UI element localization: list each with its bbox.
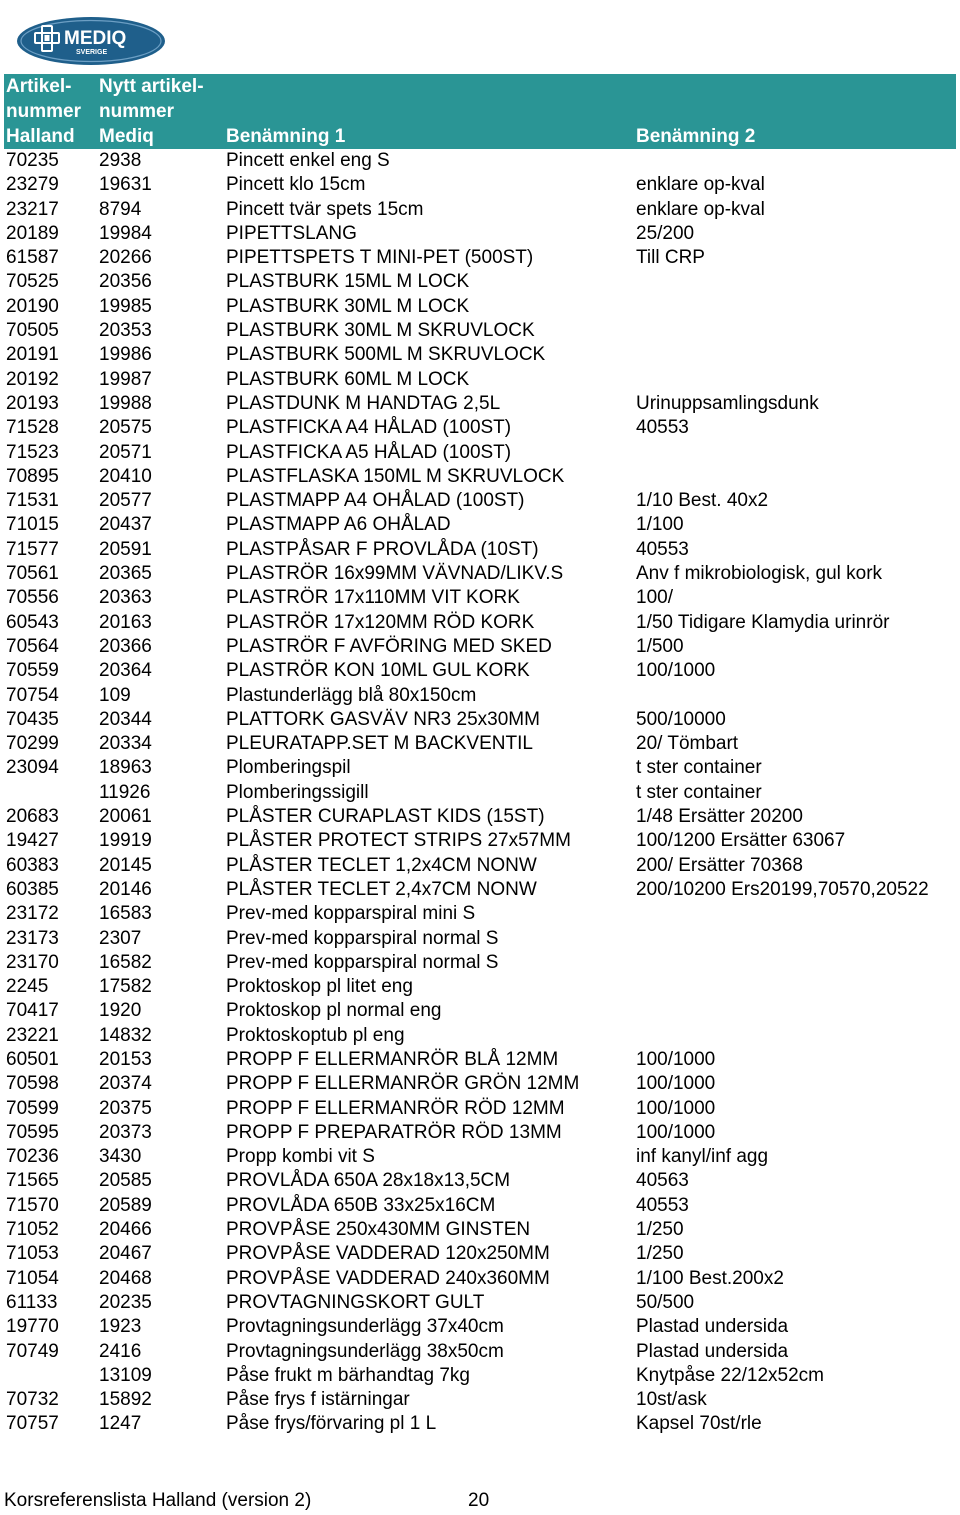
cell-artikelnummer-mediq: 17582: [99, 976, 152, 998]
cell-benamning-1: Proktoskop pl litet eng: [226, 976, 413, 998]
cell-artikelnummer-halland: [4, 1364, 97, 1388]
table-row: [4, 854, 956, 878]
table-row: [4, 465, 956, 489]
cell-benamning-1: Plomberingspil: [226, 757, 351, 779]
header-benamning-1: Benämning 1: [224, 74, 634, 149]
cell-artikelnummer-halland: 70559: [6, 660, 59, 682]
cell-benamning-1: PLASTBURK 30ML M LOCK: [226, 295, 470, 317]
cell-benamning-2: enklare op-kval: [636, 174, 765, 196]
mediq-logo: [16, 16, 166, 71]
cell-benamning-2: [634, 295, 956, 319]
cell-benamning-1: PIPETTSPETS T MINI-PET (500ST): [226, 247, 534, 269]
cell-artikelnummer-halland: 70749: [6, 1340, 59, 1362]
cell-artikelnummer-halland: 20190: [6, 295, 59, 317]
cell-benamning-2: [634, 149, 956, 173]
footer-title: Korsreferenslista Halland (version 2): [4, 1490, 312, 1511]
header-benamning-2: Benämning 2: [634, 74, 956, 149]
cell-artikelnummer-halland: 70599: [6, 1097, 59, 1119]
cell-benamning-1: PLÅSTER CURAPLAST KIDS (15ST): [226, 806, 545, 828]
cell-artikelnummer-mediq: 20466: [99, 1219, 152, 1241]
cell-artikelnummer-halland: 71531: [6, 490, 59, 512]
cell-artikelnummer-halland: 70564: [6, 635, 59, 657]
cell-benamning-2: [634, 441, 956, 465]
cell-benamning-1: PROVTAGNINGSKORT GULT: [226, 1291, 485, 1313]
cell-benamning-1: PLASTFLASKA 150ML M SKRUVLOCK: [226, 465, 565, 487]
table-row: [4, 1291, 956, 1315]
cell-benamning-2: 40553: [636, 1194, 689, 1216]
cell-artikelnummer-halland: 70561: [6, 563, 59, 585]
cell-artikelnummer-halland: 19770: [6, 1316, 59, 1338]
table-row: [4, 1024, 956, 1048]
cell-artikelnummer-halland: 71577: [6, 538, 59, 560]
cell-artikelnummer-halland: 23172: [6, 903, 59, 925]
table-row: [4, 392, 956, 416]
cell-artikelnummer-mediq: 20356: [99, 271, 152, 293]
cell-benamning-1: Proktoskoptub pl eng: [226, 1024, 405, 1046]
cell-artikelnummer-halland: 20189: [6, 222, 59, 244]
cell-artikelnummer-halland: 23094: [6, 757, 59, 779]
cell-benamning-2: 1/250: [636, 1243, 684, 1265]
cell-benamning-2: 10st/ask: [636, 1389, 707, 1411]
cell-artikelnummer-mediq: 20467: [99, 1243, 152, 1265]
header-artikelnummer-halland: Artikel- nummer Halland: [4, 74, 97, 149]
cell-artikelnummer-mediq: 2416: [99, 1340, 142, 1362]
table-row: [4, 805, 956, 829]
cell-artikelnummer-mediq: 20163: [99, 611, 152, 633]
cell-benamning-2: Plastad undersida: [636, 1316, 789, 1338]
cell-artikelnummer-halland: 23279: [6, 174, 59, 196]
cell-benamning-1: Pincett klo 15cm: [226, 174, 366, 196]
cell-artikelnummer-mediq: 13109: [99, 1364, 152, 1386]
cell-artikelnummer-mediq: 20061: [99, 806, 152, 828]
cell-artikelnummer-halland: 70754: [6, 684, 59, 706]
cell-benamning-2: 1/100: [636, 514, 684, 536]
cell-benamning-1: Proktoskop pl normal eng: [226, 1000, 442, 1022]
table-row: [4, 1097, 956, 1121]
cell-benamning-2: t ster container: [636, 781, 762, 803]
cell-artikelnummer-halland: 60385: [6, 878, 59, 900]
cell-artikelnummer-halland: 71053: [6, 1243, 59, 1265]
cell-benamning-2: 1/48 Ersätter 20200: [636, 806, 803, 828]
cell-artikelnummer-halland: 19427: [6, 830, 59, 852]
cell-artikelnummer-mediq: 20591: [99, 538, 152, 560]
table-row: [4, 1242, 956, 1266]
cell-benamning-2: Kapsel 70st/rle: [636, 1413, 762, 1435]
cell-artikelnummer-mediq: 20373: [99, 1121, 152, 1143]
table-row: [4, 416, 956, 440]
cell-artikelnummer-mediq: 20585: [99, 1170, 152, 1192]
cell-benamning-1: PROVPÅSE VADDERAD 120x250MM: [226, 1243, 550, 1265]
cell-artikelnummer-halland: 70236: [6, 1146, 59, 1168]
cell-artikelnummer-mediq: 11926: [99, 781, 151, 803]
cell-benamning-2: [634, 684, 956, 708]
cell-benamning-2: 500/10000: [636, 708, 726, 730]
cell-artikelnummer-halland: 70595: [6, 1121, 59, 1143]
header-nytt-artikelnummer-mediq: Nytt artikel- nummer Mediq: [97, 74, 224, 149]
cell-benamning-1: PLASTDUNK M HANDTAG 2,5L: [226, 392, 501, 414]
cell-artikelnummer-mediq: 109: [99, 684, 131, 706]
table-row: [4, 635, 956, 659]
cell-benamning-1: PLASTRÖR 16x99MM VÄVNAD/LIKV.S: [226, 563, 564, 585]
cell-artikelnummer-halland: 2245: [6, 976, 49, 998]
cell-artikelnummer-mediq: 20577: [99, 490, 152, 512]
cell-benamning-1: PLASTRÖR 17x110MM VIT KORK: [226, 587, 520, 609]
table-row: [4, 368, 956, 392]
cell-artikelnummer-halland: 71054: [6, 1267, 59, 1289]
cell-artikelnummer-mediq: 20334: [99, 733, 152, 755]
cell-benamning-2: 100/1000: [636, 1097, 716, 1119]
cell-artikelnummer-halland: 70732: [6, 1389, 59, 1411]
cell-benamning-1: PROVLÅDA 650B 33x25x16CM: [226, 1194, 496, 1216]
cell-benamning-2: [634, 951, 956, 975]
cell-artikelnummer-mediq: 19988: [99, 392, 152, 414]
cell-artikelnummer-mediq: 19984: [99, 222, 152, 244]
cell-benamning-2: 200/10200 Ers20199,70570,20522: [636, 878, 929, 900]
cell-artikelnummer-halland: 70757: [6, 1413, 59, 1435]
table-row: [4, 270, 956, 294]
cell-artikelnummer-mediq: 20146: [99, 878, 152, 900]
cell-benamning-1: Påse frys f istärningar: [226, 1389, 410, 1411]
mediq-logo-graphic: [16, 16, 166, 66]
cell-benamning-1: PROVPÅSE VADDERAD 240x360MM: [226, 1267, 550, 1289]
cell-artikelnummer-mediq: 20153: [99, 1048, 152, 1070]
cell-artikelnummer-mediq: 20374: [99, 1073, 152, 1095]
cross-reference-table: [4, 74, 956, 1437]
table-row: [4, 149, 956, 173]
cell-benamning-2: [634, 975, 956, 999]
cell-artikelnummer-mediq: 19987: [99, 368, 152, 390]
cell-benamning-1: Pincett enkel eng S: [226, 150, 390, 171]
cell-benamning-1: PLASTBURK 60ML M LOCK: [226, 368, 470, 390]
table-row: [4, 1072, 956, 1096]
cell-artikelnummer-halland: 23217: [6, 198, 59, 220]
table-row: [4, 781, 956, 805]
cell-benamning-1: PROPP F ELLERMANRÖR GRÖN 12MM: [226, 1073, 580, 1095]
cell-benamning-1: PIPETTSLANG: [226, 222, 357, 244]
cell-artikelnummer-mediq: 20344: [99, 708, 152, 730]
cell-artikelnummer-halland: 70299: [6, 733, 59, 755]
cell-benamning-1: PROVPÅSE 250x430MM GINSTEN: [226, 1219, 531, 1241]
cell-benamning-2: 100/: [636, 587, 673, 609]
cell-benamning-1: PLEURATAPP.SET M BACKVENTIL: [226, 733, 533, 755]
table-row: [4, 829, 956, 853]
table-row: [4, 489, 956, 513]
cell-artikelnummer-mediq: 8794: [99, 198, 142, 220]
cell-benamning-2: [634, 927, 956, 951]
cell-benamning-1: PLASTFICKA A5 HÅLAD (100ST): [226, 441, 512, 463]
cell-artikelnummer-mediq: 20363: [99, 587, 152, 609]
cell-benamning-1: Provtagningsunderlägg 37x40cm: [226, 1316, 504, 1338]
cell-artikelnummer-mediq: 20365: [99, 563, 152, 585]
cell-benamning-2: 1/100 Best.200x2: [636, 1267, 784, 1289]
table-row: [4, 1121, 956, 1145]
table-row: [4, 1388, 956, 1412]
cell-artikelnummer-halland: 71565: [6, 1170, 59, 1192]
table-row: [4, 295, 956, 319]
cell-artikelnummer-mediq: 20364: [99, 660, 152, 682]
cell-artikelnummer-mediq: 16582: [99, 951, 152, 973]
cell-artikelnummer-halland: 23170: [6, 951, 59, 973]
cell-benamning-1: PLASTMAPP A4 OHÅLAD (100ST): [226, 490, 525, 512]
cell-artikelnummer-halland: 71052: [6, 1219, 59, 1241]
page-footer: [4, 1490, 490, 1512]
cell-benamning-1: PLÅSTER TECLET 1,2x4CM NONW: [226, 854, 537, 876]
table-row: [4, 343, 956, 367]
cell-artikelnummer-mediq: 20375: [99, 1097, 152, 1119]
cell-benamning-1: Provtagningsunderlägg 38x50cm: [226, 1340, 504, 1362]
cell-artikelnummer-mediq: 2307: [99, 927, 142, 949]
cell-artikelnummer-halland: 20193: [6, 392, 59, 414]
cell-artikelnummer-halland: 23221: [6, 1024, 59, 1046]
cell-artikelnummer-mediq: 3430: [99, 1146, 142, 1168]
cell-artikelnummer-halland: [4, 781, 97, 805]
table-row: [4, 562, 956, 586]
cell-artikelnummer-mediq: 20437: [99, 514, 152, 536]
table-row: [4, 1169, 956, 1193]
cell-benamning-2: 1/50 Tidigare Klamydia urinrör: [636, 611, 890, 633]
cell-benamning-2: Urinuppsamlingsdunk: [636, 392, 819, 414]
cell-benamning-2: 25/200: [636, 222, 695, 244]
cell-benamning-1: PLATTORK GASVÄV NR3 25x30MM: [226, 708, 540, 730]
cell-artikelnummer-mediq: 20575: [99, 417, 152, 439]
cell-benamning-2: [634, 902, 956, 926]
cell-benamning-2: Till CRP: [636, 247, 705, 269]
cell-benamning-1: PLÅSTER PROTECT STRIPS 27x57MM: [226, 830, 571, 852]
cell-benamning-1: PLASTBURK 500ML M SKRUVLOCK: [226, 344, 546, 366]
cell-benamning-2: enklare op-kval: [636, 198, 765, 220]
cell-benamning-2: [634, 343, 956, 367]
cell-benamning-1: PLÅSTER TECLET 2,4x7CM NONW: [226, 878, 537, 900]
table-row: [4, 975, 956, 999]
cell-benamning-1: Plastunderlägg blå 80x150cm: [226, 684, 477, 706]
cell-artikelnummer-halland: 61133: [6, 1291, 58, 1313]
cell-artikelnummer-halland: 60383: [6, 854, 59, 876]
cell-benamning-1: Pincett tvär spets 15cm: [226, 198, 424, 220]
cell-artikelnummer-mediq: 19986: [99, 344, 152, 366]
cell-benamning-2: [634, 1024, 956, 1048]
table-row: [4, 1218, 956, 1242]
table-row: [4, 586, 956, 610]
cell-benamning-1: Prev-med kopparspiral normal S: [226, 951, 499, 973]
table-row: [4, 513, 956, 537]
cell-benamning-2: Knytpåse 22/12x52cm: [636, 1364, 825, 1386]
cell-benamning-1: PROVLÅDA 650A 28x18x13,5CM: [226, 1170, 511, 1192]
cell-artikelnummer-halland: 20191: [6, 344, 59, 366]
cell-benamning-1: PLASTRÖR KON 10ML GUL KORK: [226, 660, 530, 682]
cell-artikelnummer-halland: 70505: [6, 320, 59, 342]
table-row: [4, 1048, 956, 1072]
cell-benamning-2: 20/ Tömbart: [636, 733, 739, 755]
cell-artikelnummer-mediq: 1247: [99, 1413, 142, 1435]
cell-benamning-2: [634, 465, 956, 489]
cell-benamning-1: Prev-med kopparspiral mini S: [226, 903, 476, 925]
table-row: [4, 611, 956, 635]
cell-artikelnummer-halland: 70598: [6, 1073, 59, 1095]
cell-artikelnummer-mediq: 1923: [99, 1316, 142, 1338]
cell-artikelnummer-halland: 20192: [6, 368, 59, 390]
table-row: [4, 927, 956, 951]
cell-benamning-1: PROPP F ELLERMANRÖR BLÅ 12MM: [226, 1048, 559, 1070]
logo-brand-text: MEDIQ: [64, 28, 127, 49]
cell-benamning-2: 100/1000: [636, 1073, 716, 1095]
cell-benamning-2: [634, 368, 956, 392]
cell-artikelnummer-halland: 70525: [6, 271, 59, 293]
cell-benamning-2: 1/500: [636, 635, 684, 657]
table-row: [4, 538, 956, 562]
table-row: [4, 878, 956, 902]
cell-benamning-1: PLASTBURK 30ML M SKRUVLOCK: [226, 320, 535, 342]
cell-artikelnummer-halland: 71015: [6, 514, 59, 536]
cell-benamning-2: inf kanyl/inf agg: [636, 1146, 769, 1168]
table-row: [4, 246, 956, 270]
table-row: [4, 319, 956, 343]
cell-benamning-2: 100/1000: [636, 660, 716, 682]
cell-artikelnummer-mediq: 20353: [99, 320, 152, 342]
table-row: [4, 732, 956, 756]
cell-artikelnummer-halland: 70417: [6, 1000, 59, 1022]
cell-artikelnummer-mediq: 20468: [99, 1267, 152, 1289]
cell-benamning-1: Prev-med kopparspiral normal S: [226, 927, 499, 949]
table-row: [4, 951, 956, 975]
cell-benamning-1: PLASTBURK 15ML M LOCK: [226, 271, 470, 293]
cell-benamning-2: 40553: [636, 538, 689, 560]
table-row: [4, 222, 956, 246]
cell-benamning-1: Påse frukt m bärhandtag 7kg: [226, 1364, 470, 1386]
cell-artikelnummer-mediq: 19631: [99, 174, 152, 196]
cell-benamning-2: [634, 999, 956, 1023]
cell-benamning-2: [634, 270, 956, 294]
cell-benamning-2: 100/1000: [636, 1121, 716, 1143]
table-row: [4, 756, 956, 780]
logo-sub-text: SVERIGE: [76, 49, 108, 56]
cell-benamning-2: 50/500: [636, 1291, 695, 1313]
table-row: [4, 708, 956, 732]
table-row: [4, 902, 956, 926]
table-row: [4, 1315, 956, 1339]
cell-benamning-2: 1/250: [636, 1219, 684, 1241]
cell-artikelnummer-halland: 23173: [6, 927, 59, 949]
table-row: [4, 999, 956, 1023]
cell-artikelnummer-mediq: 15892: [99, 1389, 152, 1411]
cell-benamning-2: 100/1000: [636, 1048, 716, 1070]
cell-artikelnummer-mediq: 20266: [99, 247, 152, 269]
cell-artikelnummer-mediq: 18963: [99, 757, 152, 779]
cell-benamning-2: 1/10 Best. 40x2: [636, 490, 769, 512]
cell-benamning-2: 40553: [636, 417, 689, 439]
cell-artikelnummer-halland: 71570: [6, 1194, 59, 1216]
cell-artikelnummer-halland: 70556: [6, 587, 59, 609]
table-row: [4, 1364, 956, 1388]
cell-artikelnummer-mediq: 19919: [99, 830, 152, 852]
cell-benamning-2: t ster container: [636, 757, 762, 779]
cell-artikelnummer-mediq: 19985: [99, 295, 152, 317]
cell-artikelnummer-mediq: 20571: [99, 441, 152, 463]
cell-artikelnummer-halland: 61587: [6, 247, 59, 269]
cell-benamning-1: PLASTPÅSAR F PROVLÅDA (10ST): [226, 538, 539, 560]
table-row: [4, 684, 956, 708]
cell-benamning-2: Anv f mikrobiologisk, gul kork: [636, 563, 883, 585]
cell-artikelnummer-halland: 20683: [6, 806, 59, 828]
cell-artikelnummer-halland: 71523: [6, 441, 59, 463]
cell-benamning-1: PLASTFICKA A4 HÅLAD (100ST): [226, 417, 512, 439]
table-row: [4, 1267, 956, 1291]
cell-artikelnummer-halland: 71528: [6, 417, 59, 439]
page-number: 20: [468, 1490, 490, 1511]
table-row: [4, 1412, 956, 1436]
cell-artikelnummer-halland: 70235: [6, 150, 59, 171]
cell-artikelnummer-halland: 70435: [6, 708, 59, 730]
cell-artikelnummer-mediq: 2938: [99, 150, 142, 171]
cell-artikelnummer-mediq: 20235: [99, 1291, 152, 1313]
cell-benamning-1: PLASTRÖR F AVFÖRING MED SKED: [226, 635, 552, 657]
cell-artikelnummer-mediq: 20366: [99, 635, 152, 657]
cell-benamning-1: Propp kombi vit S: [226, 1146, 375, 1168]
cell-benamning-2: 200/ Ersätter 70368: [636, 854, 803, 876]
cell-benamning-2: [634, 319, 956, 343]
cell-artikelnummer-mediq: 20589: [99, 1194, 152, 1216]
cell-artikelnummer-halland: 60501: [6, 1048, 59, 1070]
table-row: [4, 1340, 956, 1364]
cell-artikelnummer-halland: 60543: [6, 611, 59, 633]
table-row: [4, 198, 956, 222]
table-row: [4, 173, 956, 197]
cell-artikelnummer-mediq: 14832: [99, 1024, 152, 1046]
table-header: [4, 74, 956, 149]
cell-artikelnummer-mediq: 20410: [99, 465, 152, 487]
table-row: [4, 441, 956, 465]
table-row: [4, 1145, 956, 1169]
cell-benamning-1: Plomberingssigill: [226, 781, 369, 803]
cell-benamning-2: 40563: [636, 1170, 689, 1192]
cell-benamning-2: Plastad undersida: [636, 1340, 789, 1362]
cell-benamning-1: Påse frys/förvaring pl 1 L: [226, 1413, 437, 1435]
cell-benamning-2: 100/1200 Ersätter 63067: [636, 830, 846, 852]
cell-artikelnummer-mediq: 20145: [99, 854, 152, 876]
cell-benamning-1: PLASTMAPP A6 OHÅLAD: [226, 514, 451, 536]
table-body: [4, 149, 956, 1437]
cell-artikelnummer-halland: 70895: [6, 465, 59, 487]
cell-benamning-1: PROPP F PREPARATRÖR RÖD 13MM: [226, 1121, 562, 1143]
cell-benamning-1: PROPP F ELLERMANRÖR RÖD 12MM: [226, 1097, 565, 1119]
cell-benamning-1: PLASTRÖR 17x120MM RÖD KORK: [226, 611, 535, 633]
cell-artikelnummer-mediq: 1920: [99, 1000, 142, 1022]
table-row: [4, 659, 956, 683]
table-row: [4, 1194, 956, 1218]
cell-artikelnummer-mediq: 16583: [99, 903, 152, 925]
